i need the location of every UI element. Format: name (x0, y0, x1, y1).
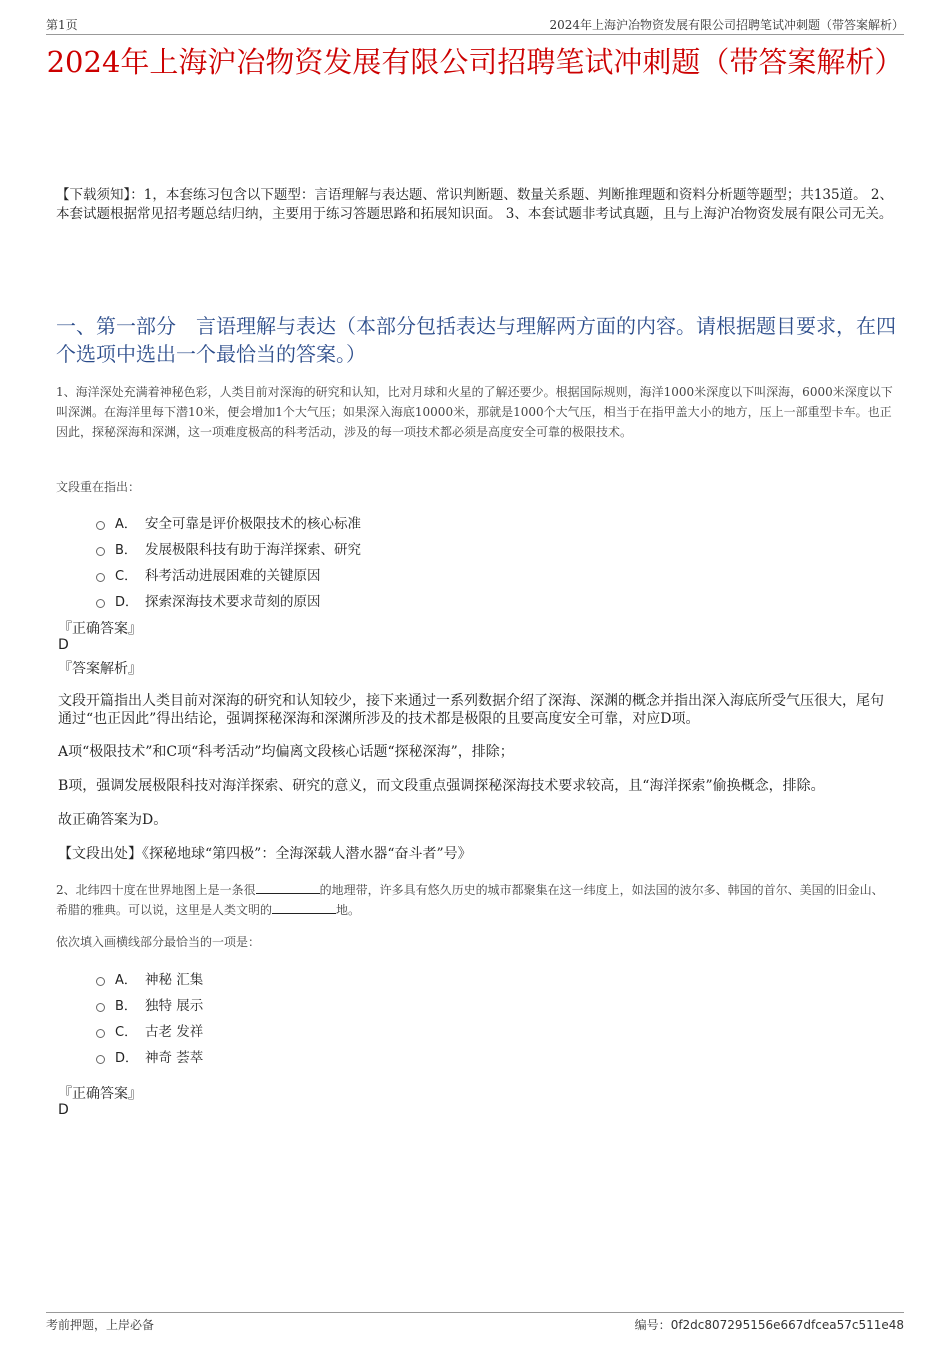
option-c[interactable]: C． 科考活动进展困难的关键原因 (96, 561, 361, 587)
footer-code: 编号：0f2dc807295156e667dfcea57c511e48 (634, 1318, 904, 1332)
analysis-conclusion: 故正确答案为D。 (58, 812, 168, 828)
radio-icon[interactable] (96, 1003, 105, 1012)
header-doc-title: 2024年上海沪冶物资发展有限公司招聘笔试冲刺题（带答案解析） (549, 18, 904, 32)
radio-icon[interactable] (96, 547, 105, 556)
radio-icon[interactable] (96, 599, 105, 608)
question-1-stem: 1、海洋深处充满着神秘色彩，人类目前对深海的研究和认知，比对月球和火星的了解还要少。根据国际规则，海洋1000米深度以下叫深海，6000米深度以下叫深渊。在海洋里每下潜10米，便会增加1个大气压；如果深入海底10000米，那就是1000个大气压，相当于在指甲盖大小的地方，压上一部重型卡车。也正因此，探秘深海和深渊，这一项难度极高的科考活动，涉及的每一项技术都必须是高度安全可靠的极限技术。 (56, 385, 893, 439)
question-2-options (96, 965, 203, 1069)
option-d[interactable]: D． 神奇 荟萃 (96, 1043, 203, 1069)
analysis-paragraph: A项“极限技术”和C项“科考活动”均偏离文段核心话题“探秘深海”，排除； (58, 744, 514, 760)
passage-source: 【文段出处】《探秘地球“第四极”：全海深载人潜水器“奋斗者”号》 (58, 846, 472, 862)
download-notice: 【下载须知】：1，本套练习包含以下题型：言语理解与表达题、常识判断题、数量关系题、判断推理题和资料分析题等题型；共135道。 2、本套试题根据常见招考题总结归纳，主要用于练习答题思路和拓展知识面。 3、本套试题非考试真题，且与上海沪冶物资发展有限公司无关。 (56, 187, 893, 222)
answer-value: D (58, 637, 69, 653)
radio-icon[interactable] (96, 1055, 105, 1064)
analysis-label: 『答案解析』 (58, 661, 142, 677)
answer-label: 『正确答案』 (58, 1086, 142, 1102)
option-b[interactable]: B． 发展极限科技有助于海洋探索、研究 (96, 535, 361, 561)
question-2-prompt: 依次填入画横线部分最恰当的一项是： (56, 935, 261, 949)
page-header (46, 14, 904, 35)
question-1-prompt: 文段重在指出： (56, 480, 141, 494)
footer-slogan: 考前押题，上岸必备 (46, 1318, 155, 1332)
answer-value: D (58, 1102, 69, 1118)
option-c[interactable]: C． 古老 发祥 (96, 1017, 203, 1043)
page-number: 第1页 (46, 18, 78, 32)
analysis-paragraph: B项，强调发展极限科技对海洋探索、研究的意义，而文段重点强调探秘深海技术要求较高，且“海洋探索”偷换概念，排除。 (58, 778, 825, 794)
radio-icon[interactable] (96, 573, 105, 582)
question-1-options (96, 509, 361, 613)
option-a[interactable]: A． 神秘 汇集 (96, 965, 203, 991)
option-a[interactable]: A． 安全可靠是评价极限技术的核心标准 (96, 509, 361, 535)
document-title: 2024年上海沪冶物资发展有限公司招聘笔试冲刺题（带答案解析） (46, 45, 904, 79)
radio-icon[interactable] (96, 977, 105, 986)
radio-icon[interactable] (96, 1029, 105, 1038)
option-b[interactable]: B． 独特 展示 (96, 991, 203, 1017)
fill-blank (256, 893, 320, 894)
question-2-stem: 2、北纬四十度在世界地图上是一条很 的地理带，许多具有悠久历史的城市都聚集在这一纬度上，如法国的波尔多、韩国的首尔、美国的旧金山、希腊的雅典。可以说，这里是人类文明的 地。 (56, 883, 884, 917)
analysis-paragraph: 文段开篇指出人类目前对深海的研究和认知较少，接下来通过一系列数据介绍了深海、深渊的概念并指出深入海底所受气压很大，尾句通过“也正因此”得出结论，强调探秘深海和深渊所涉及的技术都是极限的且要高度安全可靠，对应D项。 (58, 693, 884, 727)
option-d[interactable]: D． 探索深海技术要求苛刻的原因 (96, 587, 361, 613)
fill-blank (272, 913, 336, 914)
answer-label: 『正确答案』 (58, 621, 142, 637)
radio-icon[interactable] (96, 521, 105, 530)
section-heading: 一、第一部分 言语理解与表达（本部分包括表达与理解两方面的内容。请根据题目要求，在四个选项中选出一个最恰当的答案。） (56, 314, 896, 366)
page-footer (46, 1312, 904, 1333)
